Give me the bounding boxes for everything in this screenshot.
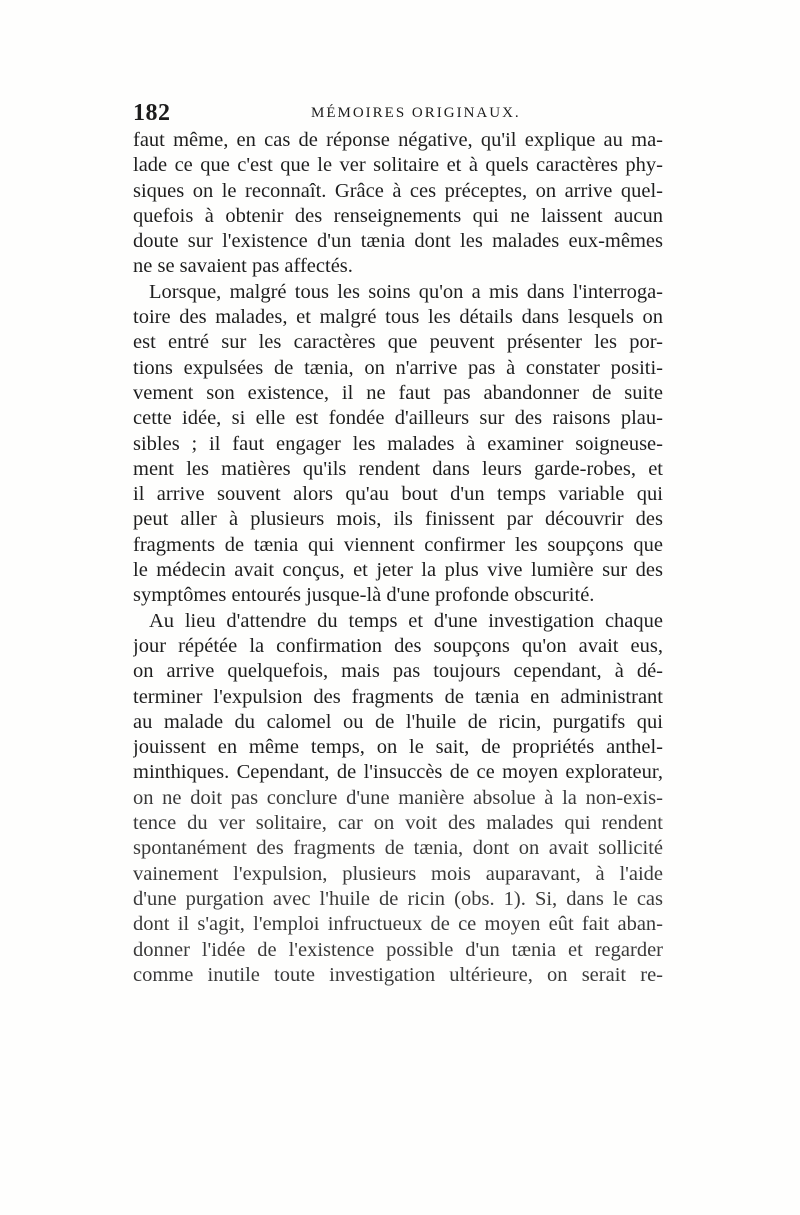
text-line: sibles ; il faut engager les malades à examiner soigneuse- (133, 432, 663, 455)
text-line: symptômes entourés jusque-là d'une profonde obscurité. (133, 584, 595, 607)
text-line: ment les matières qu'ils rendent dans leurs garde-robes, et (133, 457, 663, 480)
text-line: doute sur l'existence d'un tænia dont les malades eux-mêmes (133, 230, 663, 253)
text-line: comme inutile toute investigation ultérieure, on serait re- (133, 963, 663, 986)
text-line: faut même, en cas de réponse négative, qu'il explique au ma- (133, 129, 663, 151)
text-line: d'une purgation avec l'huile de ricin (obs. 1). Si, dans le cas (133, 887, 663, 910)
text-line: au malade du calomel ou de l'huile de ricin, purgatifs qui (133, 710, 663, 733)
text-line: dont il s'agit, l'emploi infructueux de ce moyen eût fait aban- (133, 913, 663, 936)
text-line: tence du ver solitaire, car on voit des malades qui rendent (133, 812, 663, 835)
text-line: spontanément des fragments de tænia, dont on avait sollicité (133, 837, 663, 860)
text-line: minthiques. Cependant, de l'insuccès de ce moyen explorateur, (133, 761, 663, 784)
text-line: vement son existence, il ne faut pas abandonner de suite (133, 381, 663, 404)
body-text (133, 128, 663, 988)
text-line: jour répétée la confirmation des soupçons qu'on avait eus, (133, 634, 663, 657)
page-header (133, 100, 663, 130)
text-line: Au lieu d'attendre du temps et d'une investigation chaque (149, 609, 663, 632)
text-line: il arrive souvent alors qu'au bout d'un temps variable qui (133, 483, 663, 506)
text-line: on ne doit pas conclure d'une manière absolue à la non-exis- (133, 786, 663, 809)
text-line: terminer l'expulsion des fragments de tænia en administrant (133, 685, 663, 708)
text-line: donner l'idée de l'existence possible d'un tænia et regarder (133, 938, 663, 961)
text-line: quefois à obtenir des renseignements qui ne laissent aucun (133, 204, 663, 227)
text-line: est entré sur les caractères que peuvent présenter les por- (133, 331, 663, 354)
text-line: siques on le reconnaît. Grâce à ces préceptes, on arrive quel- (133, 179, 663, 202)
text-line: tions expulsées de tænia, on n'arrive pas à constater positi- (133, 356, 663, 379)
page-number: 182 (133, 100, 171, 126)
text-line: peut aller à plusieurs mois, ils finissent par découvrir des (133, 508, 663, 531)
text-line: cette idée, si elle est fondée d'ailleurs sur des raisons plau- (133, 407, 663, 430)
text-line: toire des malades, et malgré tous les détails dans lesquels on (133, 306, 663, 329)
text-line: Lorsque, malgré tous les soins qu'on a mis dans l'interroga- (149, 280, 663, 303)
text-line: le médecin avait conçus, et jeter la plus vive lumière sur des (133, 559, 663, 582)
text-line: ne se savaient pas affectés. (133, 255, 353, 278)
text-line: vainement l'expulsion, plusieurs mois auparavant, à l'aide (133, 862, 663, 885)
text-line: lade ce que c'est que le ver solitaire et à quels caractères phy- (133, 154, 663, 177)
text-line: jouissent en même temps, on le sait, de propriétés anthel- (133, 736, 663, 759)
text-line: on arrive quelquefois, mais pas toujours cependant, à dé- (133, 660, 663, 683)
running-title: MÉMOIRES ORIGINAUX. (311, 105, 521, 121)
text-line: fragments de tænia qui viennent confirmer les soupçons que (133, 533, 663, 556)
